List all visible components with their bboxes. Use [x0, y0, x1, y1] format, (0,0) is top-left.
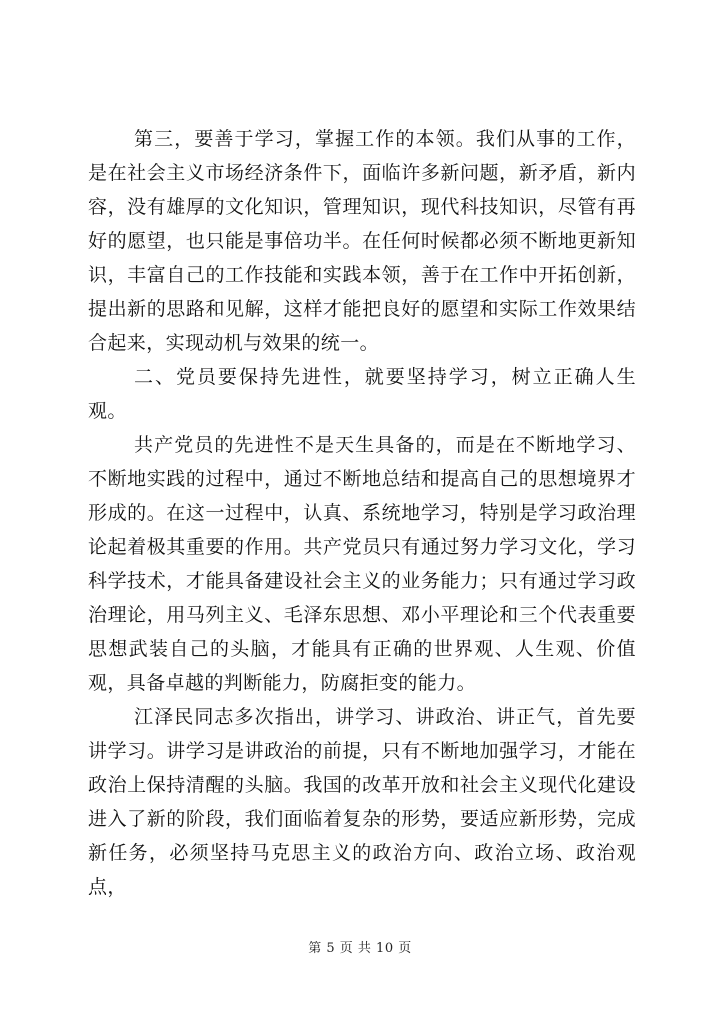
paragraph-study-skills: 第三，要善于学习，掌握工作的本领。我们从事的工作，是在社会主义市场经济条件下，面临许多新问题，新矛盾，新内容，没有雄厚的文化知识，管理知识，现代科技知识，尽管有再好的愿望，也只能是事倍功半。在任何时候都必须不断地更新知识，丰富自己的工作技能和实践本领，善于在工作中开拓创新，提出新的思路和见解，这样才能把良好的愿望和实际工作效果结合起来，实现动机与效果的统一。 [88, 128, 636, 354]
paragraph-section-heading: 二、党员要保持先进性，就要坚持学习，树立正确人生观。 [88, 366, 636, 422]
page-footer: 第 5 页 共 10 页 [308, 941, 412, 956]
paragraph-jiang-zemin-quote: 江泽民同志多次指出，讲学习、讲政治、讲正气，首先要讲学习。讲学习是讲政治的前提，只有不断地加强学习，才能在政治上保持清醒的头脑。我国的改革开放和社会主义现代化建设进入了新的阶段，我们面临着复杂的形势，要适应新形势，完成新任务，必须坚持马克思主义的政治方向、政治立场、政治观点， [88, 706, 636, 898]
body-text [88, 122, 636, 904]
paragraph-party-member-advancement: 共产党员的先进性不是天生具备的，而是在不断地学习、不断地实践的过程中，通过不断地总结和提高自己的思想境界才形成的。在这一过程中，认真、系统地学习，特别是学习政治理论起着极其重要的作用。共产党员只有通过努力学习文化，学习科学技术，才能具备建设社会主义的业务能力；只有通过学习政治理论，用马列主义、毛泽东思想、邓小平理论和三个代表重要思想武装自己的头脑，才能具有正确的世界观、人生观、价值观，具备卓越的判断能力，防腐拒变的能力。 [88, 434, 636, 694]
